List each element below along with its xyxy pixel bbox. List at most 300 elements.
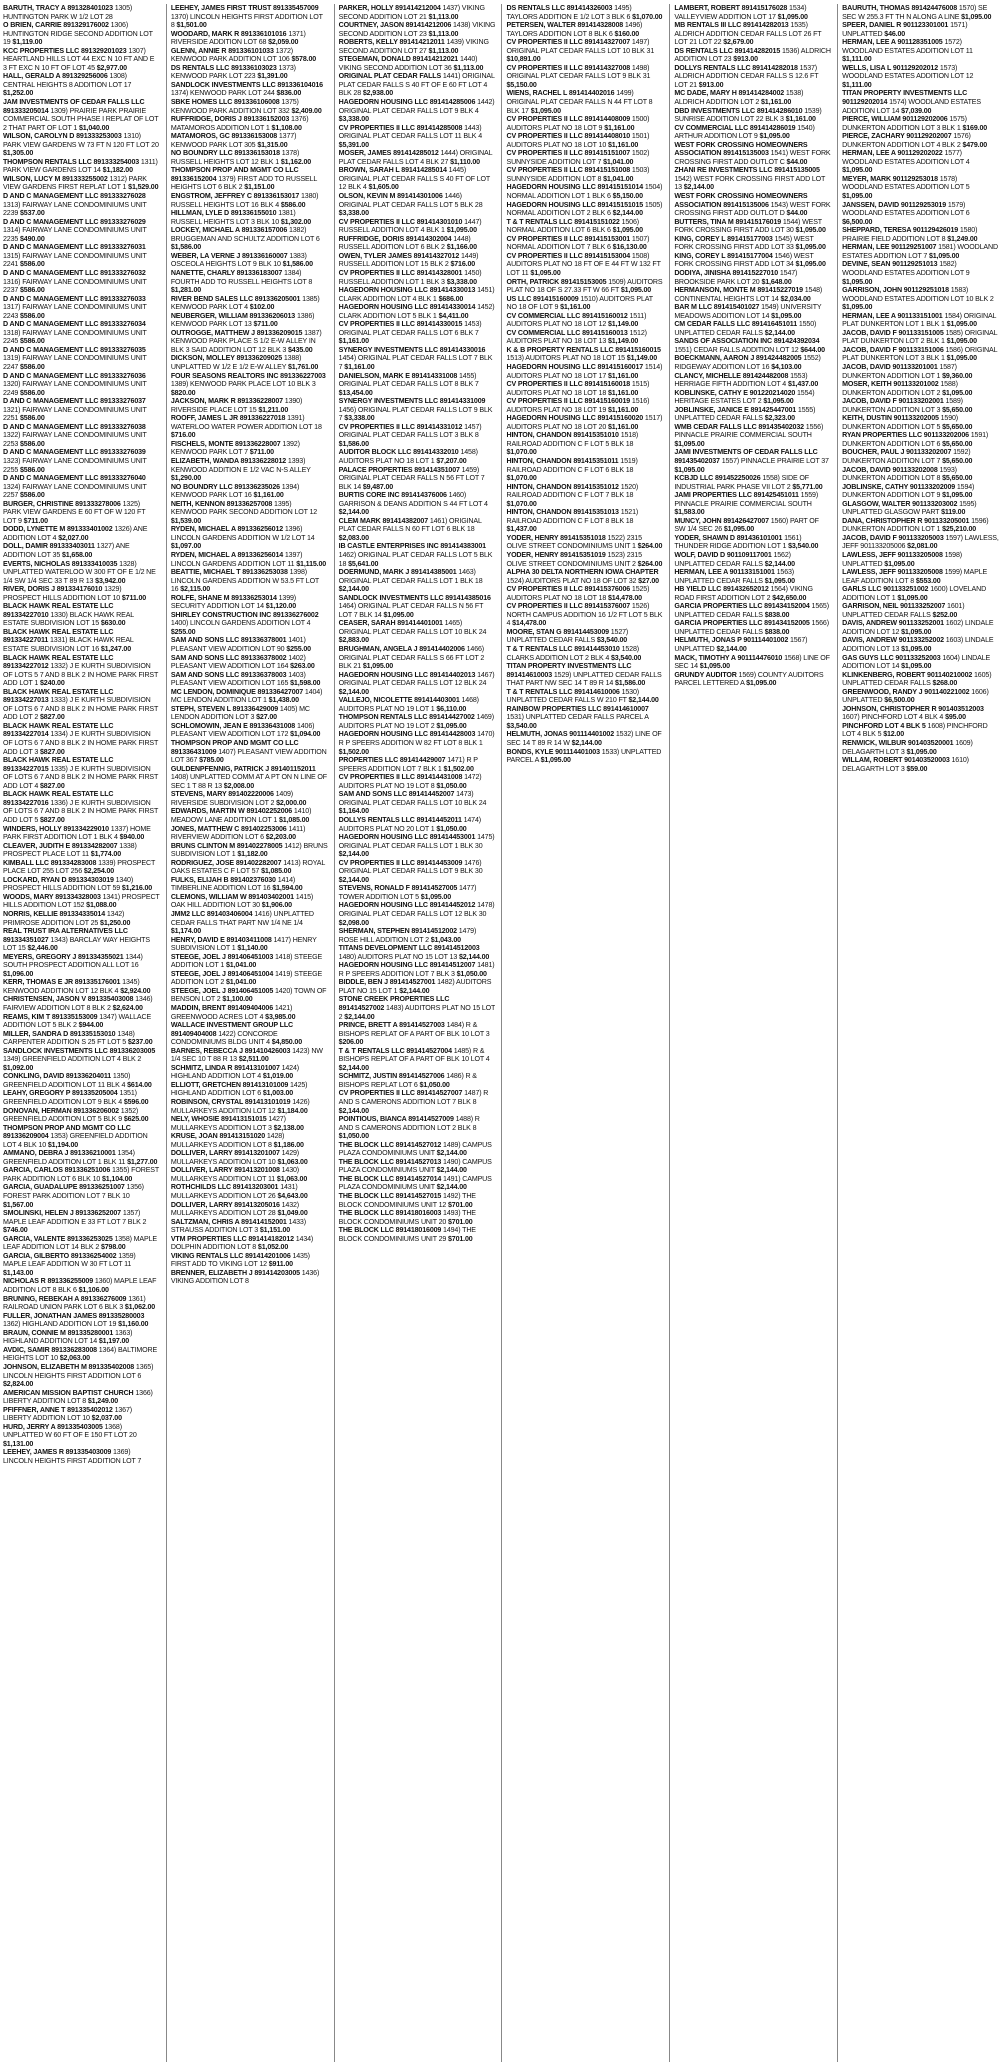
tax-amount: $1,161.00: [344, 362, 375, 371]
tax-amount: $1,249.00: [87, 1397, 119, 1406]
tax-listing-entry: [339, 149, 496, 166]
tax-listing-entry: [842, 688, 999, 705]
owner-name: BLACK HAWK REAL ESTATE LLC 891334227014: [3, 721, 114, 739]
tax-amount: $6,500.00: [884, 696, 915, 705]
parcel-description: 1437) VIKING SECOND ADDITION LOT 21: [338, 4, 485, 21]
parcel-description: 1307) HEARTLAND HILLS LOT 44 EXC N 10 FT AND E 3 FT EXC N 10 FT OF LOT 45: [3, 46, 155, 72]
parcel-description: 1358) MAPLE LEAF ADDITION LOT 14 BLK 2: [3, 1234, 157, 1252]
tax-amount: $1,095.00: [530, 106, 561, 115]
tax-listing-entry: [171, 226, 328, 252]
parcel-description: 1513) AUDITORS PLAT NO 18 LOT 15: [506, 354, 625, 363]
owner-name: HAGEDORN HOUSING LLC 891414330014: [338, 303, 476, 312]
tax-amount: $630.00: [100, 619, 126, 628]
tax-listing-entry: [171, 483, 328, 500]
parcel-description: 1481) R P SPEERS ADDITION LOT 7 BLK 3: [338, 961, 495, 978]
owner-name: CV PROPERTIES II LLC 891414408009: [506, 115, 631, 124]
tax-amount: $1,149.00: [607, 320, 639, 329]
parcel-description: 1371) RIVERSIDE ADDITION LOT 68: [170, 29, 306, 47]
tax-amount: $1,095.00: [842, 277, 873, 286]
tax-amount: $586.00: [20, 491, 45, 500]
parcel-description: 1566) UNPLATTED CEDAR FALLS: [674, 619, 829, 636]
tax-listing-entry: [842, 89, 999, 115]
parcel-description: 1470) R P SPEERS ADDITION W 82 FT LOT 8 BLK 1: [338, 730, 495, 748]
parcel-description: 1417) HENRY SUBDIVISION LOT 1: [170, 935, 317, 953]
tax-listing-entry: [842, 636, 999, 653]
tax-listing-entry: [171, 1252, 328, 1269]
tax-listing-entry: [339, 346, 496, 372]
tax-listing-entry: [171, 842, 328, 859]
tax-amount: $940.00: [119, 833, 145, 842]
tax-amount: $3,338.00: [338, 115, 369, 124]
parcel-description: 1430) MULLARKEYS ADDITION LOT 11: [170, 1166, 300, 1183]
tax-amount: $263.00: [290, 662, 315, 671]
owner-name: CHRISTENSEN, JASON V 891335403008: [3, 995, 134, 1004]
owner-name: D AND C MANAGEMENT LLC 891333276037: [3, 397, 146, 406]
owner-name: RYAN PROPERTIES LLC 901133202006: [842, 431, 969, 440]
tax-listing-entry: [339, 372, 496, 398]
tax-amount: $1,095.00: [362, 662, 394, 671]
owner-name: TITANS DEVELOPMENT LLC 891414512003: [338, 944, 480, 953]
owner-name: WOODS, MARY 891334328003: [3, 892, 101, 901]
tax-amount: $2,144.00: [571, 739, 602, 748]
owner-name: DOERMUND, MARK J 891414385001: [338, 568, 457, 577]
parcel-description: 1575) DUNKERTON ADDITION LOT 3 BLK 1: [842, 115, 967, 132]
tax-listing-entry: [339, 773, 496, 790]
tax-listing-entry: [171, 1269, 328, 1286]
tax-listing-entry: [3, 1072, 160, 1089]
tax-listing-entry: [842, 260, 999, 286]
tax-amount: $1,119.00: [12, 38, 43, 47]
owner-name: CV PROPERTIES II LLC 891414327007: [506, 38, 631, 47]
owner-name: AMMANO, DEBRA J 891336210001: [3, 1149, 116, 1158]
tax-listing-entry: [171, 115, 328, 132]
parcel-description: 1541) WEST FORK CROSSING FIRST ADD OUTLOT C: [674, 149, 831, 166]
owner-name: CV PROPERTIES II LLC 891414327008: [506, 63, 631, 72]
owner-name: BOECKMANN, AARON J 891424482005: [674, 354, 802, 363]
tax-amount: $1,095.00: [928, 251, 960, 260]
tax-amount: $1,184.00: [277, 1106, 308, 1115]
tax-amount: $1,113.00: [428, 29, 459, 38]
tax-amount: $4,850.00: [271, 1038, 303, 1047]
parcel-description: 1429) MULLARKEYS ADDITION LOT 10: [170, 1149, 300, 1166]
tax-amount: $1,539.00: [170, 516, 202, 525]
tax-amount: $2,144.00: [628, 696, 659, 705]
tax-amount: $42,650.00: [772, 593, 807, 602]
parcel-description: 1502) SUNNYSIDE ADDITION LOT 7: [506, 149, 650, 166]
tax-amount: $1,095.00: [946, 354, 977, 363]
tax-amount: $1,120.00: [265, 602, 296, 611]
parcel-description: 1441) ORIGINAL PLAT CEDAR FALLS S 40 FT OF E 60 FT LOT 4 BLK 28: [338, 72, 495, 98]
parcel-description: 1379) FIRST ADD TO RUSSELL HEIGHTS LOT 6 BLK 2: [170, 174, 317, 192]
owner-name: CV COMMERCIAL LLC 891415160013: [506, 328, 628, 337]
parcel-description: 1438) VIKING SECOND ADDITION LOT 23: [338, 21, 496, 38]
tax-listing-entry: [339, 303, 496, 320]
parcel-description: 1489) CAMPUS PLAZA CONDOMINIUMS UNIT: [338, 1140, 492, 1158]
tax-amount: $2,144.00: [764, 328, 795, 337]
parcel-description: 1400) LINCOLN GARDENS ADDITION LOT 4: [170, 619, 311, 628]
parcel-description: 1477) TOWER ADDITION LOT 5: [338, 884, 477, 901]
tax-listing-entry: [171, 312, 328, 329]
parcel-description: 1425) HIGHLAND ADDITION LOT 6: [170, 1080, 308, 1098]
parcel-description: 1461) ORIGINAL PLAT CEDAR FALLS N 60 FT LOT 6 BLK 18: [338, 516, 482, 534]
tax-amount: $1,111.00: [842, 55, 872, 64]
parcel-description: 1600) LOVELAND ADDITION LOT 1: [842, 585, 987, 602]
tax-listing-entry: [3, 423, 160, 449]
parcel-description: 1327) ANE ADDITION LOT 35: [3, 542, 130, 559]
tax-listing-entry: [339, 269, 496, 286]
parcel-description: 1351) GREENFIELD ADDITION LOT 9 BLK 4: [3, 1089, 137, 1106]
tax-amount: $2,144.00: [683, 183, 714, 192]
tax-listing-entry: [506, 89, 663, 115]
owner-name: PRINCE, BRETT A 891414527003: [338, 1021, 445, 1030]
tax-amount: $913.00: [698, 80, 724, 89]
parcel-description: 1555) UNPLATTED CEDAR FALLS: [674, 405, 816, 423]
tax-amount: $1,106.00: [78, 1286, 109, 1295]
parcel-description: 1416) UNPLATTED CEDAR FALLS THAT PART NW 1/4 NE 1/4: [170, 909, 314, 927]
parcel-description: 1492) THE BLOCK CONDOMINIUMS UNIT 12: [338, 1192, 476, 1209]
tax-listing-entry: [171, 1201, 328, 1218]
tax-amount: $1,063.00: [276, 1174, 308, 1183]
tax-amount: $206.00: [338, 1038, 364, 1047]
owner-name: BRAUN, CONNIE M 891335280001: [3, 1328, 114, 1337]
tax-listing-entry: [3, 842, 160, 859]
parcel-description: 1529) UNPLATTED CEDAR FALLS THAT PART NW SEC 14 T 89 R 14: [506, 670, 662, 688]
tax-listing-entry: [171, 192, 328, 209]
parcel-description: 1589) DUNKERTON ADDITION LOT 3: [842, 397, 963, 414]
tax-amount: $2,144.00: [338, 1106, 369, 1115]
tax-amount: $490.00: [20, 234, 45, 243]
parcel-description: 1504) NORMAL ADDITION LOT 1 BLK 6: [506, 183, 663, 201]
tax-amount: $1,095.00: [901, 627, 932, 636]
tax-listing-entry: [674, 124, 831, 141]
owner-name: THE BLOCK LLC 891414527015: [338, 1192, 442, 1201]
owner-name: CV PROPERTIES II LLC 891415376006: [506, 585, 631, 594]
tax-amount: $264.00: [637, 542, 663, 551]
parcel-description: 1396) LINCOLN GARDENS ADDITION W 1/2 LOT 14: [170, 525, 315, 542]
parcel-description: 1465) ORIGINAL PLAT CEDAR FALLS LOT 10 BLK 24: [338, 619, 487, 636]
tax-amount: $586.00: [20, 311, 45, 320]
tax-amount: $1,161.00: [607, 371, 639, 380]
parcel-description: 1380) RUSSELL HEIGHTS LOT 16 BLK 4: [170, 192, 319, 209]
tax-listing-entry: [339, 124, 496, 150]
parcel-description: 1525) AUDITORS PLAT NO 18 LOT 18: [506, 585, 650, 602]
parcel-description: 1490) CAMPUS PLAZA CONDOMINIUMS UNIT: [338, 1157, 492, 1175]
tax-listing-entry: [3, 21, 160, 47]
owner-name: GARRISON, JOHN 901129251018: [842, 286, 949, 295]
parcel-description: 1366) LIBERTY ADDITION LOT 8: [3, 1388, 153, 1406]
parcel-description: 1332) J E KURTH SUBDIVISION OF LOTS 5 7 AND 8 BLK 2 IN HOME PARK FIRST ADD LOT 1: [3, 662, 159, 688]
parcel-description: 1558) SIDE OF INDUSTRIAL PARK PHASE VII LOT 2: [674, 474, 809, 491]
owner-name: GULDENPFENNIG, PATRICK J 891401152011: [170, 764, 316, 773]
tax-listing-entry: [3, 927, 160, 953]
owner-name: ROLFE, SHANE M 891336253014: [170, 593, 277, 602]
tax-amount: $2,098.00: [338, 918, 369, 927]
owner-name: VIKING RENTALS LLC 891414201006: [170, 1251, 291, 1260]
tax-listing-entry: [842, 739, 999, 756]
owner-name: SCHLOMOWIN, JEAN E 891336431008: [170, 721, 296, 730]
parcel-description: 1334) J E KURTH SUBDIVISION OF LOTS 6 7 AND 8 BLK 2 IN HOME PARK FIRST ADD LOT 3: [3, 730, 159, 756]
parcel-description: 1390) RIVERSIDE PLACE LOT 15: [170, 397, 303, 414]
tax-amount: $1,211.00: [258, 405, 289, 414]
parcel-description: 1606) UNPLATTED: [842, 687, 989, 705]
tax-amount: $553.00: [915, 576, 941, 585]
tax-listing-entry: [842, 431, 999, 448]
owner-name: RYDEN, MICHAEL A 891336256012: [170, 525, 284, 534]
tax-amount: $1,160.00: [118, 1320, 149, 1329]
tax-amount: $1,252.00: [3, 89, 34, 98]
tax-amount: $1,050.00: [419, 1080, 450, 1089]
tax-listing-entry: [171, 1115, 328, 1132]
tax-amount: $711.00: [121, 593, 147, 602]
parcel-description: 1592) DUNKERTON ADDITION LOT 7: [842, 448, 971, 465]
owner-name: LOCKEY, MICHAEL A 891336157006: [170, 226, 288, 235]
tax-amount: $3,540.00: [506, 721, 537, 730]
tax-listing-entry: [3, 1406, 160, 1423]
tax-amount: $6,500.00: [842, 217, 873, 226]
parcel-description: 1510) AUDITORS PLAT NO 18 OF LOT 9: [506, 294, 653, 312]
tax-listing-entry: [339, 859, 496, 885]
parcel-description: 1583) WOODLAND ESTATES ADDITION LOT 10 BLK 2: [842, 286, 994, 303]
tax-listing-entry: [506, 397, 663, 414]
tax-amount: $9,487.00: [362, 482, 394, 491]
tax-listing-entry: [171, 551, 328, 568]
tax-amount: $1,197.00: [98, 1337, 130, 1346]
parcel-description: 1608) PINCHFORD LOT 4 BLK 5: [842, 721, 988, 739]
tax-listing-entry: [674, 354, 831, 371]
tax-amount: $1,277.00: [127, 1157, 158, 1166]
tax-listing-entry: [674, 423, 831, 449]
owner-name: KLINKENBERG, ROBERT 901140210002: [842, 670, 973, 679]
parcel-description: 1370) LINCOLN HEIGHTS FIRST ADDITION LOT 8: [170, 12, 323, 30]
tax-listing-entry: [171, 166, 328, 192]
owner-name: YODER, SHAWN D 891436101001: [674, 533, 783, 542]
tax-listing-entry: [674, 320, 831, 337]
tax-amount: $1,097.00: [170, 542, 202, 551]
owner-name: BRUGHMAN, ANGELA J 891414402006: [338, 645, 465, 654]
tax-listing-entry: [674, 474, 831, 491]
owner-name: HAGEDORN HOUSING LLC 891415160020: [506, 414, 644, 423]
owner-name: T & T RENTALS LLC 891414527004: [338, 1046, 452, 1055]
tax-amount: $1,182.00: [237, 850, 268, 859]
owner-name: SAM AND SONS LLC 891336378001: [170, 636, 287, 645]
owner-name: STONE CREEK PROPERTIES LLC 891414527002: [338, 995, 450, 1012]
parcel-description: 1534) VALLEYVIEW ADDITION LOT 17: [674, 4, 807, 21]
tax-amount: $3,338.00: [344, 414, 375, 423]
tax-listing-entry: [171, 1235, 328, 1252]
tax-amount: $264.00: [637, 559, 663, 568]
tax-amount: $1,094.00: [290, 730, 321, 739]
parcel-description: 1325) PARK VIEW GARDENS E 60 FT OF W 120 FT LOT 9: [3, 499, 146, 525]
tax-listing-entry: [842, 500, 999, 517]
tax-amount: $5,391.00: [338, 140, 369, 149]
tax-amount: $1,151.00: [244, 183, 275, 192]
tax-amount: $1,070.00: [506, 448, 537, 457]
parcel-description: 1539) SUNRISE ADDITION LOT 22 BLK 3: [674, 106, 822, 124]
owner-name: KOBLINSKE, CATHY E 901220214020: [674, 388, 796, 397]
tax-amount: $1,648.00: [761, 277, 792, 286]
tax-listing-entry: [3, 910, 160, 927]
tax-amount: $435.00: [287, 345, 313, 354]
owner-name: RUFFRIDGE, DORIS 891414302004: [338, 234, 452, 243]
owner-name: HERMAN, LEE A 901133151001: [842, 311, 943, 320]
tax-amount: $1,095.00: [901, 662, 932, 671]
owner-name: RIVER BEND SALES LLC 891336205001: [170, 294, 301, 303]
owner-name: JACOB, DAVID F 901133202001: [842, 397, 944, 406]
tax-listing-entry: [506, 568, 663, 585]
tax-listing-entry: [3, 72, 160, 98]
tax-amount: $2,144.00: [436, 1149, 467, 1158]
owner-name: JANSSEN, DAVID 901129253019: [842, 200, 947, 209]
tax-amount: $479.00: [962, 140, 988, 149]
tax-amount: $1,070.00: [632, 12, 663, 21]
parcel-description: 1496) TAYLORS ADDITION LOT 8 BLK 6: [506, 21, 643, 38]
tax-amount: $1,095.00: [763, 397, 794, 406]
owner-name: BARNES, REBECCA J 891410426003: [170, 1046, 291, 1055]
tax-amount: $2,679.00: [723, 38, 754, 47]
tax-listing-entry: [171, 525, 328, 551]
owner-name: LEEHEY, JAMES FIRST TRUST 891335457009: [170, 4, 319, 12]
owner-name: PROPERTIES LLC 891414429007: [338, 756, 446, 765]
owner-name: MOSER, JAMES 891414285012: [338, 149, 439, 158]
tax-amount: $2,081.00: [907, 542, 938, 551]
parcel-description: 1319) FAIRWAY LANE CONDOMINIUMS UNIT 2247: [3, 354, 147, 371]
tax-amount: $3,338.00: [338, 209, 369, 218]
tax-listing-entry: [3, 98, 160, 132]
owner-name: WOODARD, MARK R 891336101016: [170, 29, 287, 38]
parcel-description: 1381) RUSSELL HEIGHTS LOT 3 BLK 10: [170, 209, 296, 226]
owner-name: CV PROPERTIES II LLC 891414431008: [338, 773, 463, 782]
parcel-description: 1341) PROSPECT HILLS ADDITION LOT 152: [3, 892, 160, 910]
tax-amount: $716.00: [450, 260, 476, 269]
owner-name: CLEAVER, JUDITH E 891334282007: [3, 841, 118, 850]
owner-name: WINDERS, HOLLY 891334229010: [3, 824, 109, 833]
owner-name: GRUNDY AUDITOR: [674, 670, 737, 679]
tax-listing-entry: [842, 722, 999, 739]
parcel-description: 1312) PARK VIEW GARDENS FIRST REPLAT LOT 1: [3, 174, 147, 192]
tax-amount: $12.00: [883, 730, 905, 739]
tax-listing-entry: [171, 953, 328, 970]
parcel-description: 1554) HERITAGE ESTATES LOT 2: [674, 388, 815, 406]
owner-name: SHERMAN, STEPHEN 891414512002: [338, 927, 457, 936]
tax-listing-entry: [339, 671, 496, 697]
owner-name: SMOLINSKI, HELEN J 891336252007: [3, 1209, 121, 1218]
parcel-description: 1344) SOUTH PROSPECT ADDITION ALL LOT 16: [3, 952, 143, 970]
parcel-description: 1435) FIRST ADD TO VIKING LOT 12: [170, 1251, 310, 1269]
tax-listing-entry: [339, 995, 496, 1021]
owner-name: SALTZMAN, CHRIS A 891414152001: [170, 1217, 287, 1226]
owner-name: YODER, HENRY 891415351018: [506, 533, 606, 542]
tax-amount: $27.00: [256, 713, 277, 722]
parcel-description: 1382) BRUGGEMAN AND SCHULTZ ADDITION LOT 6: [170, 226, 320, 243]
tax-listing-entry: [506, 115, 663, 132]
parcel-description: 1436) VIKING ADDITION LOT 8: [170, 1268, 320, 1286]
owner-name: DOLLYS RENTALS LLC 891414282018: [674, 63, 798, 72]
tax-amount: $2,203.00: [265, 833, 296, 842]
owner-name: THE BLOCK LLC 891414527012: [338, 1140, 442, 1149]
tax-listing-entry: [674, 218, 831, 235]
tax-listing-entry: [842, 175, 999, 201]
tax-amount: $838.00: [764, 627, 790, 636]
parcel-description: 1415) OAK HILL ADDITION LOT 30: [170, 892, 314, 910]
parcel-description: 1550) UNPLATTED CEDAR FALLS: [674, 320, 817, 337]
tax-listing-entry: [339, 568, 496, 594]
tax-amount: $1,050.00: [436, 824, 467, 833]
owner-name: THOMPSON RENTALS LLC 891333254003: [3, 157, 140, 166]
owner-name: BAR M LLC 891415401027: [674, 303, 760, 312]
tax-amount: $1,041.00: [603, 157, 634, 166]
parcel-description: 1505) NORMAL ADDITION LOT 2 BLK 6: [506, 200, 663, 218]
tax-amount: $237.00: [127, 1038, 153, 1047]
parcel-description: 1406) PLEASANT VIEW ADDITION LOT 172: [170, 721, 315, 739]
owner-name: LAWLESS, JEFF 901133205008: [842, 568, 943, 577]
parcel-description: 1497) ORIGINAL PLAT CEDAR FALLS LOT 10 BLK 31: [506, 38, 655, 55]
tax-amount: $1,161.00: [607, 140, 639, 149]
tax-listing-entry: [842, 4, 999, 21]
parcel-description: 1587) DUNKERTON ADDITION LOT 1: [842, 362, 957, 380]
tax-listing-entry: [674, 389, 831, 406]
owner-name: HAGEDORN HOUSING LLC 891415151015: [506, 200, 644, 209]
parcel-description: 1459) ORIGINAL PLAT CEDAR FALLS N 56 FT LOT 7 BLK 14: [338, 465, 485, 491]
owner-name: FISCHELS, MONTE 891336228007: [170, 439, 281, 448]
owner-name: PINCHFORD LOT 4 BLK 5: [842, 721, 926, 730]
tax-amount: $1,019.00: [262, 1072, 294, 1081]
tax-amount: $1,182.00: [102, 166, 133, 175]
owner-name: AUDITOR BLOCK LLC 891414332010: [338, 448, 459, 457]
tax-listing-entry: [3, 542, 160, 559]
tax-listing-entry: [842, 64, 999, 90]
parcel-description: 1532) LINE OF SEC 14 T 89 R 14 W: [506, 730, 662, 748]
tax-listing-entry: [171, 594, 328, 611]
tax-amount: $240.00: [40, 679, 65, 688]
owner-name: CV PROPERTIES II LLC 891415153001: [506, 234, 631, 243]
tax-amount: $1,095.00: [446, 226, 477, 235]
parcel-description: 1506) NORMAL ADDITION LOT 6 BLK 6: [506, 217, 639, 235]
parcel-description: 1578) WOODLAND ESTATES ADDITION LOT 5: [842, 174, 970, 192]
owner-name: HAGEDORN HOUSING LLC 891414428003: [338, 730, 476, 739]
tax-amount: $10,891.00: [506, 55, 541, 64]
tax-amount: $1,598.00: [290, 679, 321, 688]
tax-listing-entry: [3, 1277, 160, 1294]
owner-name: DODIYA, JINISHA 891415227010: [674, 268, 779, 277]
tax-listing-entry: [171, 1047, 328, 1064]
parcel-description: 1368) UNPLATTED W 60 FT OF E 150 FT LOT 20: [3, 1422, 137, 1440]
parcel-description: 1519) RAILROAD ADDITION C F LOT 6 BLK 18: [506, 456, 638, 474]
tax-listing-entry: [171, 30, 328, 47]
parcel-description: 1448) RUSSELL ADDITION LOT 6 BLK 2: [338, 234, 471, 252]
owner-name: JOBLINSKE, CATHY 901133202009: [842, 482, 956, 491]
tax-listing-entry: [506, 4, 663, 21]
text-column: [334, 4, 496, 2062]
owner-name: NO BOUNDRY LLC 891336153018: [170, 149, 280, 158]
tax-listing-entry: [3, 1149, 160, 1166]
owner-name: CV PROPERTIES II LLC 891414328001: [338, 268, 463, 277]
owner-name: MB RENTALS III LLC 891414282013: [674, 21, 789, 30]
parcel-description: 1410) MEADOW LANE ADDITION LOT 1: [170, 807, 312, 824]
tax-amount: $586.00: [20, 388, 45, 397]
tax-amount: $1,095.00: [674, 465, 705, 474]
tax-amount: $5,641.00: [348, 559, 379, 568]
tax-amount: $2,144.00: [399, 986, 430, 995]
parcel-description: 1503) SUNNYSIDE ADDITION LOT 8: [506, 166, 650, 183]
tax-amount: $44.00: [786, 157, 808, 166]
owner-name: MEYER, MARK 901129253018: [842, 174, 938, 183]
tax-listing-entry: [3, 1448, 160, 1465]
owner-name: HINTON, CHANDON 891415351010: [506, 431, 619, 440]
tax-amount: $14,478.00: [607, 593, 642, 602]
parcel-description: 1428) MULLARKEYS ADDITION LOT 8: [170, 1132, 285, 1149]
owner-name: HERMANSON, MONTE M 891415227019: [674, 286, 803, 295]
tax-amount: $1,095.00: [942, 491, 973, 500]
